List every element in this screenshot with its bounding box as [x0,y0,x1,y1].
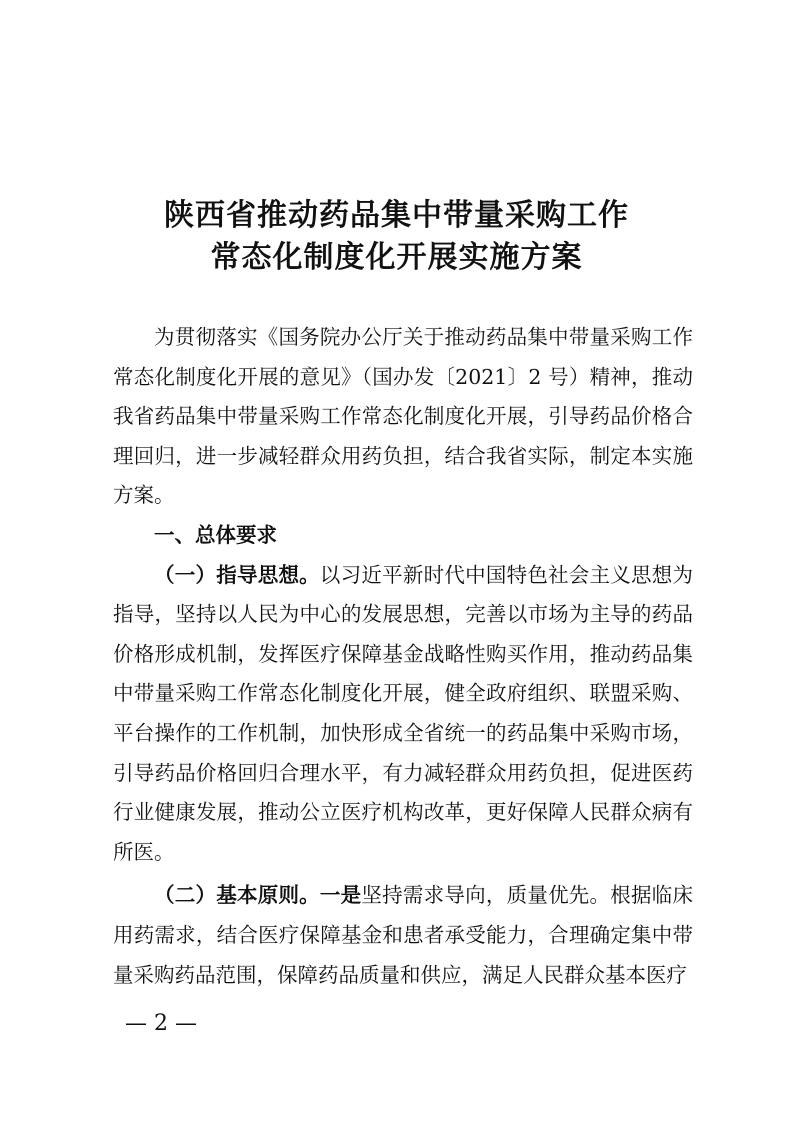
guiding-ideology-paragraph [113,556,693,873]
principle-one-text: 根据临床用药需求，结合医疗保障基金和患者承受能力，合理确定集中带量采购药品范围，保障药品质量和供应，满足人民群众基本医疗 [113,883,694,987]
basic-principles-label: （二）基本原则。 [154,883,320,908]
intro-paragraph: 为贯彻落实《国务院办公厅关于推动药品集中带量采购工作常态化制度化开展的意见》（国办发〔2021〕2 号）精神，推动我省药品集中带量采购工作常态化制度化开展，引导药品价格合理回归，进一步减轻群众用药负担，结合我省实际，制定本实施方案。 [113,325,693,508]
principle-one-title: 坚持需求导向，质量优先。 [361,883,611,908]
section-heading-general-requirements: 一、总体要求 [154,522,277,547]
guiding-ideology-label: （一）指导思想。 [154,562,320,587]
document-title-line2: 常态化制度化开展实施方案 [210,240,583,275]
page-number: — 2 — [125,1011,197,1036]
document-title-line1: 陕西省推动药品集中带量采购工作 [164,198,629,233]
document-body [113,318,693,995]
guiding-ideology-text: 以习近平新时代中国特色社会主义思想为指导，坚持以人民为中心的发展思想，完善以市场为主导的药品价格形成机制，发挥医疗保障基金战略性购买作用，推动药品集中带量采购工作常态化制度化开展，健全政府组织、联盟采购、平台操作的工作机制，加快形成全省统一的药品集中采购市场，引导药品价格回归合理水平，有力减轻群众用药负担，促进医药行业健康发展，推动公立医疗机构改革，更好保障人民群众病有所医。 [113,562,694,864]
principle-one-lead: 一是 [319,883,362,908]
basic-principles-paragraph [113,876,693,995]
